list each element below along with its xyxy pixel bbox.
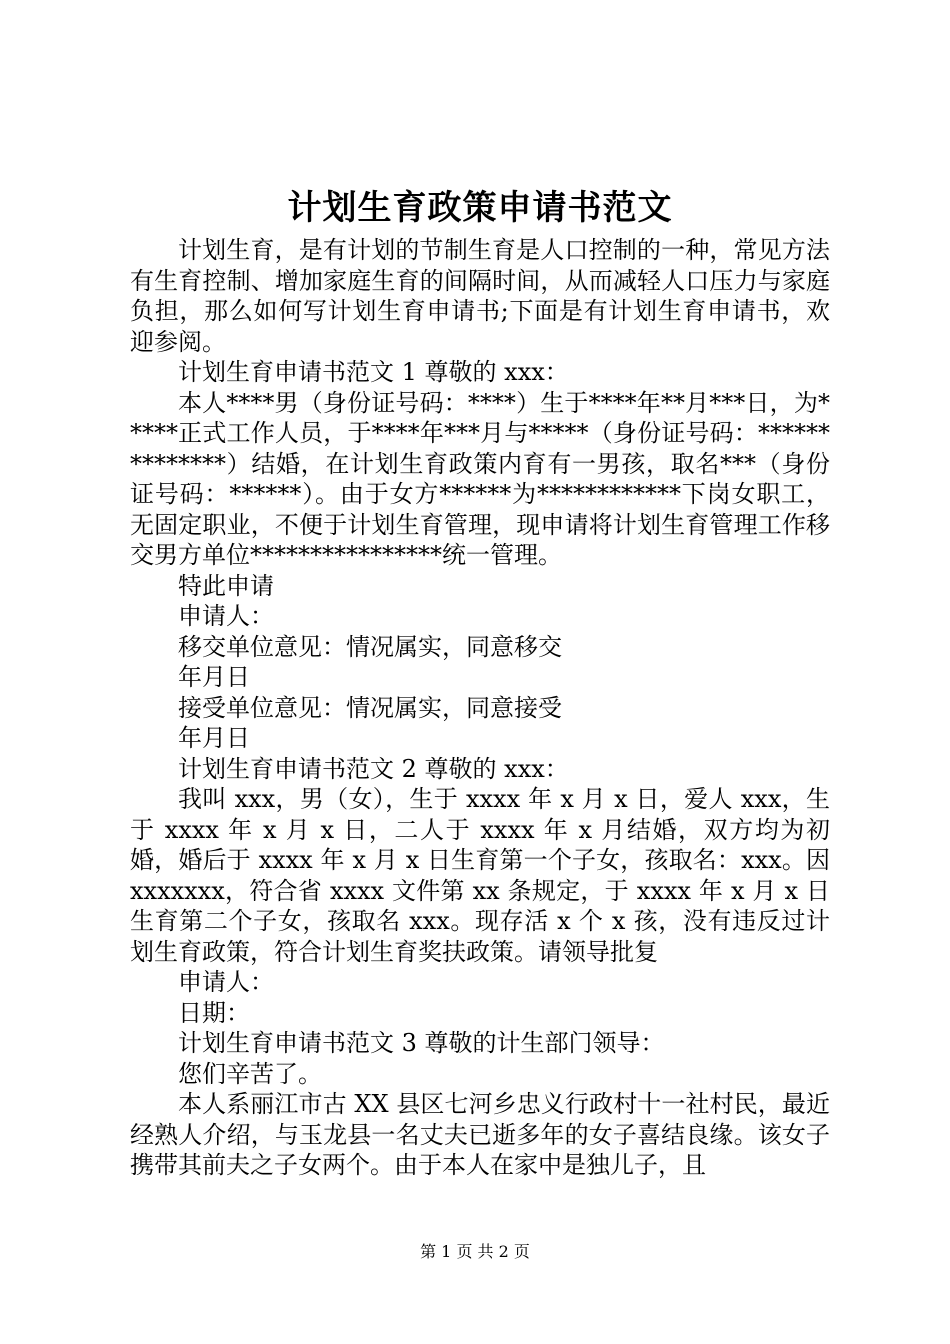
paragraph-date-1: 年月日 (178, 663, 250, 691)
paragraph-intro: 计划生育，是有计划的节制生育是人口控制的一种，常见方法有生育控制、增加家庭生育的间隔时间，从而减轻人口压力与家庭负担，那么如何写计划生育申请书;下面是有计划生育申请书，欢迎参阅。 (130, 236, 830, 356)
paragraph-applicant-2: 申请人： (178, 968, 274, 996)
paragraph-sample-3-body: 本人系丽江市古 XX 县区七河乡忠义行政村十一社村民，最近经熟人介绍，与玉龙县一名丈夫已逝多年的女子喜结良缘。该女子携带其前夫之子女两个。由于本人在家中是独儿子，且 (130, 1090, 830, 1179)
paragraph-date-3: 日期： (178, 998, 250, 1027)
paragraph-accept-opinion: 接受单位意见：情况属实，同意接受 (178, 693, 562, 722)
paragraph-greeting: 您们辛苦了。 (178, 1059, 322, 1088)
paragraph-sample-3-heading: 计划生育申请书范文 3 尊敬的计生部门领导： (178, 1029, 665, 1057)
paragraph-special-request: 特此申请 (178, 571, 274, 600)
paragraph-transfer-opinion: 移交单位意见：情况属实，同意移交 (178, 632, 562, 661)
page-footer: 第 1 页 共 2 页 (420, 1242, 530, 1261)
document-body (130, 235, 830, 1181)
paragraph-sample-1-heading: 计划生育申请书范文 1 尊敬的 xxx： (178, 358, 569, 386)
paragraph-sample-1-body: 本人****男（身份证号码：****）生于****年**月***日，为*****正式工作人员，于****年***月与*****（身份证号码：**************）结婚，在计划生育政策内育有一男孩，取名***（身份证号码：******）。由于女方******为************下岗女职工，无固定职业，不便于计划生育管理，现申请将计划生育管理工作移交男方单位****************统一管理。 (130, 388, 830, 569)
paragraph-sample-2-body: 我叫 xxx，男（女），生于 xxxx 年 x 月 x 日，爱人 xxx，生于 xxxx 年 x 月 x 日，二人于 xxxx 年 x 月结婚，双方均为初婚，婚后于 xxxx 年 x 月 x 日生育第一个子女，孩取名：xxx。因 xxxxxxx，符合省 xxxx 文件第 xx 条规定，于 xxxx 年 x 月 x 日生育第二个子女，孩取名 xxx。现存活 x 个 x 孩，没有违反过计划生育政策，符合计划生育奖扶政策。请领导批复 (130, 785, 830, 966)
paragraph-date-2: 年月日 (178, 724, 250, 752)
paragraph-sample-2-heading: 计划生育申请书范文 2 尊敬的 xxx： (178, 754, 569, 783)
paragraph-applicant-1: 申请人： (178, 602, 274, 630)
document-title: 计划生育政策申请书范文 (287, 188, 673, 228)
